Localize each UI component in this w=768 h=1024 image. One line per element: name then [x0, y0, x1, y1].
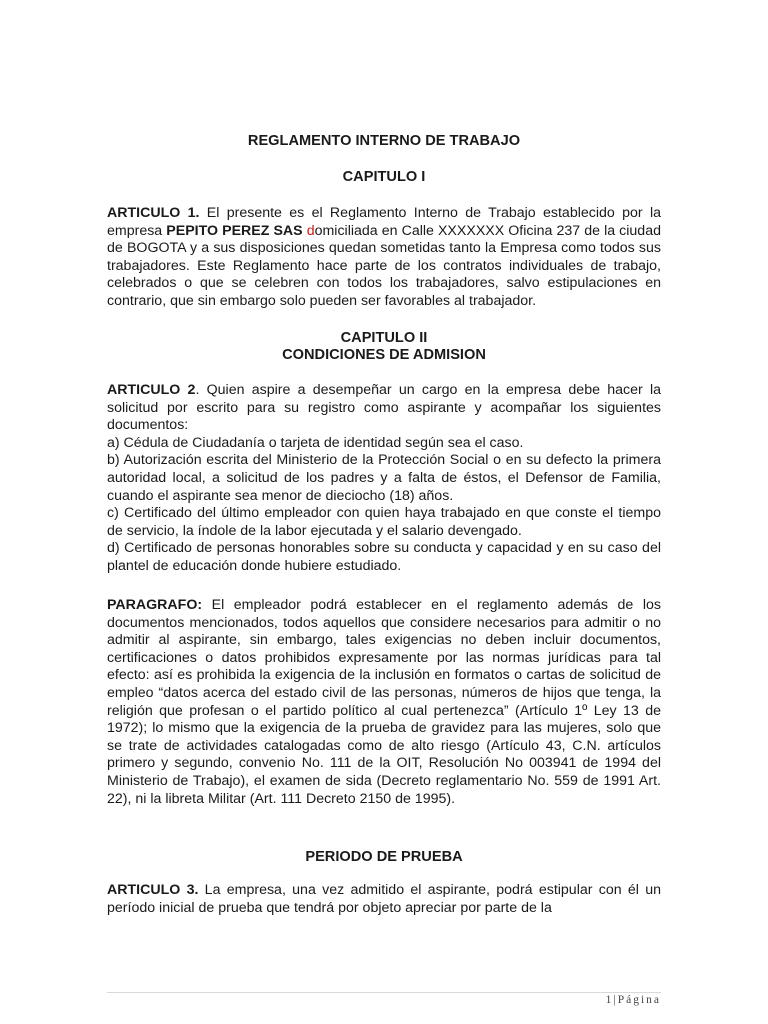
article-3: [107, 882, 661, 917]
paragrafo-label: PARAGRAFO:: [107, 597, 203, 613]
article-1-label: ARTICULO 1.: [107, 205, 200, 221]
article-1: [107, 205, 661, 311]
chapter-2-heading: CAPITULO II: [340, 330, 428, 346]
page-number: 1: [605, 994, 614, 1006]
periodo-prueba-heading: PERIODO DE PRUEBA: [305, 849, 463, 865]
page-label: Página: [617, 994, 661, 1006]
article-2-intro: . Quien aspire a desempeñar un cargo en la empresa debe hacer la solicitud por escrito para su registro como aspirante y acompañar los siguientes documentos:: [107, 382, 662, 434]
footer-separator: |: [613, 994, 618, 1006]
chapter-1-heading: CAPITULO I: [342, 169, 426, 185]
article-2-item-a: a) Cédula de Ciudadanía o tarjeta de identidad según sea el caso.: [107, 434, 524, 451]
article-2-item-b: b) Autorización escrita del Ministerio de la Protección Social o en su defecto la primera autoridad local, a solicitud de los padres y a falta de éstos, el Defensor de Familia, cuando el aspirante sea menor de dieciocho (18) años.: [107, 452, 661, 504]
article-2-label: ARTICULO 2: [107, 382, 196, 398]
article-3-label: ARTICULO 3.: [107, 882, 199, 898]
highlighted-letter: d: [306, 222, 315, 239]
chapter-2-subheading: CONDICIONES DE ADMISION: [282, 347, 486, 363]
document-title: REGLAMENTO INTERNO DE TRABAJO: [247, 133, 521, 149]
article-2-item-c: c) Certificado del último empleador con quien haya trabajado en que conste el tiempo de servicio, la índole de la labor ejecutada y el salario devengado.: [107, 505, 661, 539]
article-3-text: La empresa, una vez admitido el aspirante, podrá estipular con él un período inicial de prueba que tendrá por objeto apreciar por parte de la: [107, 882, 661, 916]
paragrafo: [107, 597, 661, 808]
page-footer: [606, 994, 661, 1006]
company-name: PEPITO PEREZ SAS: [166, 222, 303, 239]
article-2: [107, 382, 661, 576]
article-1-text-a: El presente es el Reglamento Interno de Trabajo establecido por la empresa: [107, 205, 661, 239]
article-1-text-b: omiciliada en Calle XXXXXXX Oficina 237 de la ciudad de BOGOTA y a sus disposiciones quedan sometidas tanto la Empresa como todos sus trabajadores. Este Reglamento hace parte de los contratos individuales de trabajo, celebrados o que se celebren con todos los trabajadores, salvo estipulaciones en contrario, que sin embargo solo pueden ser favorables al trabajador.: [107, 222, 661, 309]
article-2-item-d: d) Certificado de personas honorables sobre su conducta y capacidad y en su caso del plantel de educación donde hubiere estudiado.: [107, 540, 661, 574]
footer-divider: [107, 992, 661, 993]
paragrafo-text: El empleador podrá establecer en el reglamento además de los documentos mencionados, todos aquellos que considere necesarios para admitir o no admitir al aspirante, sin embargo, tales exigencias no deben incluir documentos, certificaciones o datos prohibidos expresamente por las normas jurídicas para tal efecto: así es prohibida la exigencia de la inclusión en formatos o cartas de solicitud de empleo “datos acerca del estado civil de las personas, números de hijos que tenga, la religión que profesan o el partido político al cual pertenezca” (Artículo 1º Ley 13 de 1972); lo mismo que la exigencia de la prueba de gravidez para las mujeres, solo que se trate de actividades catalogadas como de alto riesgo (Artículo 43, C.N. artículos primero y segundo, convenio No. 111 de la OIT, Resolución No 003941 de 1994 del Ministerio de Trabajo), el examen de sida (Decreto reglamentario No. 559 de 1991 Art. 22), ni la libreta Militar (Art. 111 Decreto 2150 de 1995).: [107, 597, 661, 807]
